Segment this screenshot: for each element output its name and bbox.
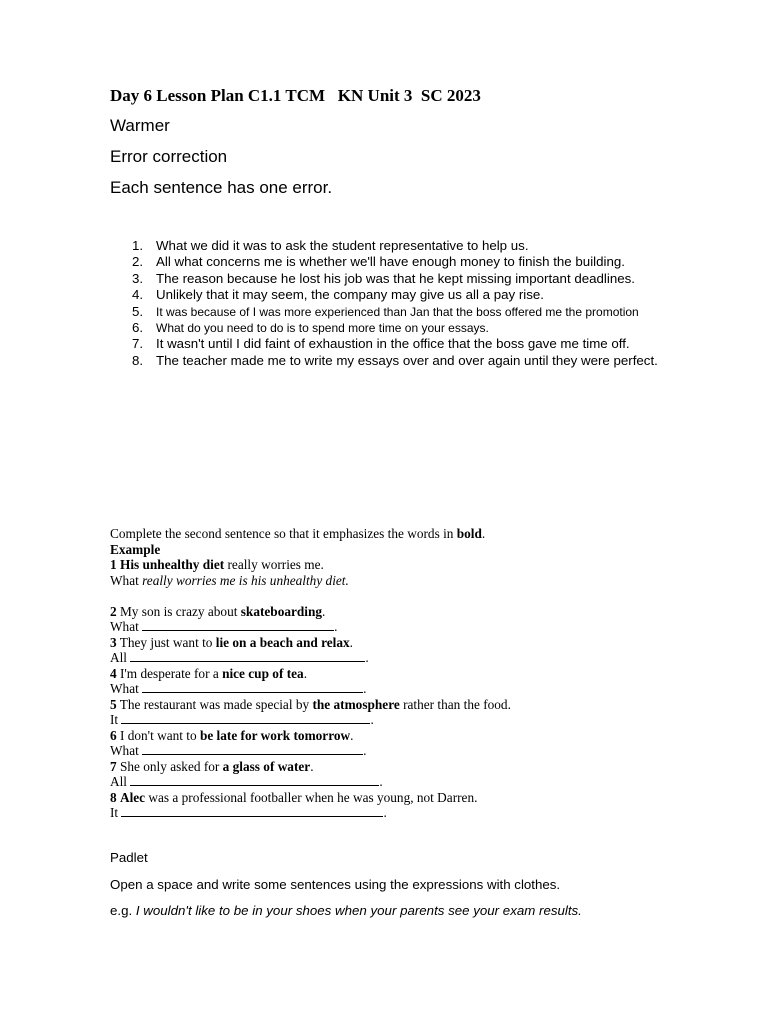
answer-starter: What (110, 619, 139, 634)
answer-blank[interactable] (121, 712, 370, 724)
item-bold: a glass of water (222, 758, 311, 774)
item-number: 2. (132, 254, 144, 270)
example-rest: really worries me. (224, 557, 324, 572)
answer-line (110, 712, 670, 728)
item-number: 4 (110, 665, 117, 681)
answer-line (110, 681, 670, 697)
answer-blank[interactable] (130, 650, 365, 662)
padlet-instruction: Open a space and write some sentences using the expressions with clothes. (110, 877, 561, 892)
exercise-item (110, 635, 670, 651)
error-sentence-list (132, 238, 692, 369)
answer-starter: What (110, 743, 139, 758)
item-pre: My son is crazy about (119, 603, 241, 619)
item-bold: Alec (119, 789, 146, 805)
answer-blank[interactable] (130, 774, 379, 786)
answer-end: . (334, 619, 338, 634)
item-number: 1. (132, 238, 144, 253)
emphasis-exercise (110, 526, 670, 821)
warmer-heading: Warmer (110, 116, 170, 135)
item-number: 7 (110, 758, 117, 774)
answer-end: . (379, 774, 383, 789)
error-correction-heading: Error correction (110, 147, 228, 166)
example-number: 1 (110, 557, 117, 572)
list-item (132, 254, 692, 270)
item-post: was a professional footballer when he was young, not Darren. (145, 789, 478, 805)
item-number: 5. (132, 303, 144, 319)
item-post: . (322, 603, 326, 619)
item-bold: be late for work tomorrow (199, 727, 351, 743)
example-answer (110, 573, 670, 589)
list-item (132, 238, 692, 254)
example-bold: His unhealthy diet (119, 557, 225, 572)
item-text: It wasn't until I did faint of exhaustion in the office that the boss gave me time off. (156, 336, 630, 352)
instruction-bold: bold (456, 526, 482, 541)
answer-starter: All (110, 774, 127, 789)
item-number: 8 (110, 789, 117, 805)
item-post: . (303, 665, 308, 681)
exercise-item (110, 759, 670, 775)
item-number: 5 (110, 696, 117, 712)
item-text: The reason because he lost his job was that he kept missing important deadlines. (156, 270, 635, 286)
item-number: 2 (110, 603, 117, 619)
list-item (132, 304, 692, 320)
answer-line (110, 774, 670, 790)
item-number: 7. (132, 336, 144, 352)
answer-blank[interactable] (142, 681, 363, 693)
exercise-instruction (110, 526, 670, 542)
example-sentence (110, 557, 670, 573)
list-item (132, 320, 692, 336)
answer-blank[interactable] (121, 805, 383, 817)
padlet-example (110, 903, 582, 918)
answer-blank[interactable] (142, 619, 334, 631)
spacer (110, 588, 670, 604)
item-post: . (350, 727, 354, 743)
exercise-item (110, 666, 670, 682)
example-answer-start: What (110, 572, 143, 588)
item-pre: I'm desperate for a (119, 665, 223, 681)
item-number: 3 (110, 634, 117, 650)
answer-end: . (383, 805, 387, 820)
item-bold: nice cup of tea (222, 665, 304, 681)
instruction-text: Complete the second sentence so that it emphasizes the words in (110, 526, 457, 541)
item-pre: She only asked for (119, 758, 223, 774)
item-text: What do you need to do is to spend more time on your essays. (156, 321, 489, 336)
answer-blank[interactable] (142, 743, 363, 755)
answer-end: . (370, 712, 374, 727)
answer-starter: It (110, 712, 119, 727)
exercise-item (110, 790, 670, 806)
item-pre: The restaurant was made special by (119, 696, 313, 712)
answer-line (110, 743, 670, 759)
item-number: 8. (132, 352, 144, 368)
item-bold: lie on a beach and relax (215, 634, 350, 650)
item-number: 6. (132, 320, 144, 336)
padlet-heading: Padlet (110, 850, 148, 865)
list-item (132, 271, 692, 287)
item-text: It was because of I was more experienced than Jan that the boss offered me the promotion (156, 304, 639, 319)
item-post: . (349, 634, 353, 650)
answer-starter: It (110, 805, 119, 820)
item-number: 6 (110, 727, 117, 743)
item-post: . (310, 758, 314, 774)
error-instruction: Each sentence has one error. (110, 178, 333, 197)
item-post: rather than the food. (399, 696, 511, 712)
padlet-example-label: e.g. (110, 903, 136, 918)
answer-starter: What (110, 681, 139, 696)
answer-line (110, 805, 670, 821)
item-text: Unlikely that it may seem, the company may give us all a pay rise. (156, 287, 544, 303)
item-number: 4. (132, 287, 144, 303)
exercise-item (110, 697, 670, 713)
list-item (132, 336, 692, 352)
item-pre: They just want to (119, 634, 216, 650)
example-label (110, 542, 670, 558)
instruction-end: . (481, 526, 486, 541)
item-text: All what concerns me is whether we'll have enough money to finish the building. (156, 254, 625, 270)
answer-end: . (365, 650, 369, 665)
item-bold: skateboarding (240, 603, 323, 619)
example-label-text: Example (110, 541, 161, 557)
list-item (132, 353, 692, 369)
answer-starter: All (110, 650, 127, 665)
item-bold: the atmosphere (312, 696, 400, 712)
item-text: The teacher made me to write my essays over and over again until they were perfect. (156, 352, 658, 368)
answer-end: . (363, 681, 367, 696)
example-answer-italic: really worries me is his unhealthy diet. (142, 572, 349, 588)
exercise-item (110, 728, 670, 744)
answer-line (110, 650, 670, 666)
answer-line (110, 619, 670, 635)
lesson-plan-title: Day 6 Lesson Plan C1.1 TCM KN Unit 3 SC 2023 (110, 86, 481, 105)
padlet-example-text: I wouldn't like to be in your shoes when your parents see your exam results. (135, 903, 582, 918)
answer-end: . (363, 743, 367, 758)
item-pre: I don't want to (119, 727, 200, 743)
item-text: What we did it was to ask the student representative to help us. (156, 238, 529, 253)
item-number: 3. (132, 270, 144, 286)
list-item (132, 287, 692, 303)
exercise-item (110, 604, 670, 620)
